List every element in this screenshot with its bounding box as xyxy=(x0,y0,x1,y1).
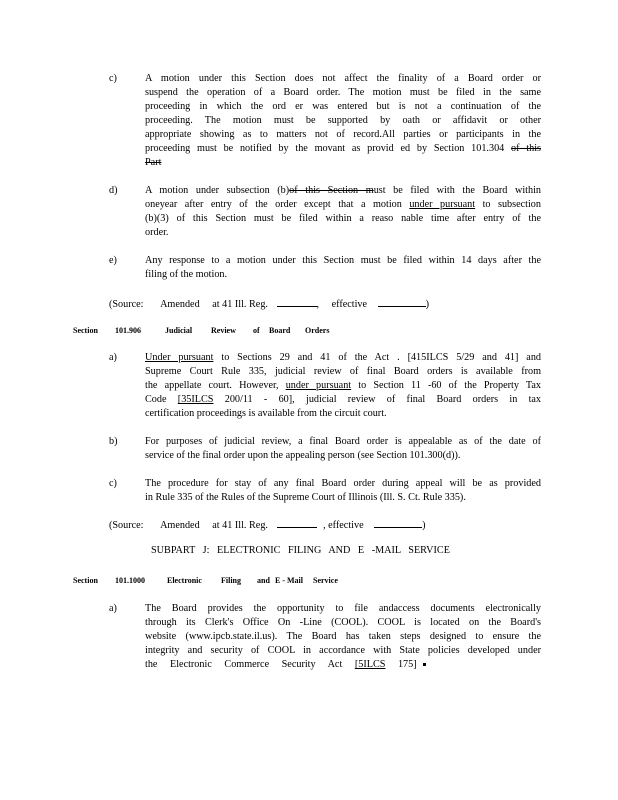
underlined-text: [35ILCS xyxy=(177,394,214,405)
underlined-text: under pursuant xyxy=(409,199,476,210)
heading-word: E - Mail xyxy=(275,576,303,585)
para-c-body xyxy=(145,72,541,170)
section-heading xyxy=(73,326,329,335)
end-marker-icon xyxy=(423,663,426,666)
para-d-body xyxy=(145,184,541,240)
text-line: suspend the operation of a Board order. The motion must be filed in the same xyxy=(145,87,541,98)
text-segment: the appellate court. However, xyxy=(145,380,279,391)
struck-text: of this xyxy=(511,143,541,154)
text-line: The procedure for stay of any final Board order during appeal will be as provided xyxy=(145,478,541,489)
para-a-label: a) xyxy=(109,352,117,363)
text-line xyxy=(145,156,541,170)
blank-line xyxy=(378,296,426,307)
source-effective: , effective xyxy=(323,520,364,531)
text-segment: proceeding must be notified by the movant as provid ed by Section 101.304 xyxy=(145,143,505,154)
para-c-label: c) xyxy=(109,73,117,84)
heading-word: Judicial xyxy=(165,326,193,335)
heading-word: Orders xyxy=(305,326,330,335)
text-segment: to Section 11 -60 of the Property Tax xyxy=(358,380,542,391)
text-line: proceeding in which the ord er was entered but is not a continuation of the xyxy=(145,101,541,112)
underlined-text: Under pursuant xyxy=(145,352,214,363)
heading-word: Review xyxy=(211,326,236,335)
heading-word: 101.1000 xyxy=(115,576,145,585)
text-line: through its Clerk's Office On -Line (COOL). COOL is located on the Board's xyxy=(145,617,541,628)
text-line xyxy=(145,379,541,393)
text-line: Supreme Court Rule 335, judicial review of final Board orders is available from xyxy=(145,366,541,377)
source-note: (Source: Amended at 41 Ill. Reg. , effective ) xyxy=(109,296,429,310)
heading-word: Service xyxy=(313,576,338,585)
text-line: integrity and security of COOL in accordance with State policies developed under xyxy=(145,645,541,656)
para-a2-body xyxy=(145,602,541,672)
text-segment: ust be filed with the Board within xyxy=(373,185,541,196)
source-reg: at 41 Ill. Reg. xyxy=(212,299,268,310)
text-segment: 175] xyxy=(397,659,417,670)
para-c2-label: c) xyxy=(109,478,117,489)
text-line xyxy=(145,198,541,212)
source-prefix: (Source: xyxy=(109,520,144,531)
text-line: A motion under this Section does not affect the finality of a Board order or xyxy=(145,73,541,84)
text-line: appropriate showing as to matters not of record.All parties or participants in the xyxy=(145,129,541,140)
text-segment: A motion under subsection (b) xyxy=(145,185,290,196)
text-line: (b)(3) of this Section must be filed within a reaso nable time after entry of the xyxy=(145,213,541,224)
text-line xyxy=(145,351,541,365)
heading-word: 101.906 xyxy=(115,326,141,335)
text-line: certification proceedings is available from the circuit court. xyxy=(145,408,387,419)
source-amended: Amended xyxy=(160,299,200,310)
heading-word: of xyxy=(253,326,260,335)
heading-word: Electronic xyxy=(167,576,202,585)
text-line xyxy=(145,142,541,156)
source-amended: Amended xyxy=(160,520,200,531)
text-line: Any response to a motion under this Section must be filed within 14 days after the xyxy=(145,255,541,266)
struck-text: of this Section m xyxy=(289,185,374,196)
para-c2-body xyxy=(145,477,541,505)
para-a-body xyxy=(145,351,541,421)
source-close: ) xyxy=(422,520,426,531)
para-d-label: d) xyxy=(109,185,118,196)
text-line: in Rule 335 of the Rules of the Supreme Court of Illinois (Ill. S. Ct. Rule 335). xyxy=(145,492,466,503)
underlined-text: [5ILCS xyxy=(354,659,386,670)
text-segment: to Sections 29 and 41 of the Act . [415ILCS 5/29 and 41] and xyxy=(221,352,542,363)
para-b-label: b) xyxy=(109,436,118,447)
para-e-body xyxy=(145,254,541,282)
text-segment: to subsection xyxy=(482,199,541,210)
para-a2-label: a) xyxy=(109,603,117,614)
text-segment: oneyear after entry of the order except that a motion xyxy=(145,199,402,210)
text-line: order. xyxy=(145,227,169,238)
source-close: ) xyxy=(425,299,430,310)
source-reg: at 41 Ill. Reg. xyxy=(212,520,268,531)
text-line: filing of the motion. xyxy=(145,269,228,280)
subpart-title: SUBPART J: ELECTRONIC FILING AND E -MAIL SERVICE xyxy=(151,545,450,556)
text-segment: Code xyxy=(145,394,167,405)
text-line xyxy=(145,658,541,672)
heading-word: and xyxy=(257,576,270,585)
text-line xyxy=(145,184,541,198)
text-line: proceeding. The motion must be supported by oath or affidavit or other xyxy=(145,115,541,126)
text-segment: 200/11 - 60], judicial review of final Board orders in tax xyxy=(224,394,542,405)
struck-text: Part xyxy=(145,157,162,168)
heading-word: Board xyxy=(269,326,291,335)
para-b-body xyxy=(145,435,541,463)
underlined-text: under pursuant xyxy=(285,380,352,391)
source-note xyxy=(109,517,426,531)
blank-line xyxy=(277,296,317,307)
text-line: website (www.ipcb.state.il.us). The Board has taken steps designed to ensure the xyxy=(145,631,541,642)
source-prefix: (Source: xyxy=(109,299,144,310)
heading-word: Section xyxy=(73,576,98,585)
heading-word: Filing xyxy=(221,576,242,585)
text-line xyxy=(145,393,541,407)
blank-line xyxy=(374,517,422,528)
text-segment: the Electronic Commerce Security Act xyxy=(145,659,343,670)
text-line: For purposes of judicial review, a final Board order is appealable as of the date of xyxy=(145,436,541,447)
blank-line xyxy=(277,517,317,528)
heading-word: Section xyxy=(73,326,98,335)
para-e-label: e) xyxy=(109,255,117,266)
source-effective: effective xyxy=(331,299,368,310)
text-line: The Board provides the opportunity to file andaccess documents electronically xyxy=(145,603,541,614)
text-line: service of the final order upon the appealing person (see Section 101.300(d)). xyxy=(145,450,461,461)
section-heading xyxy=(73,576,338,585)
